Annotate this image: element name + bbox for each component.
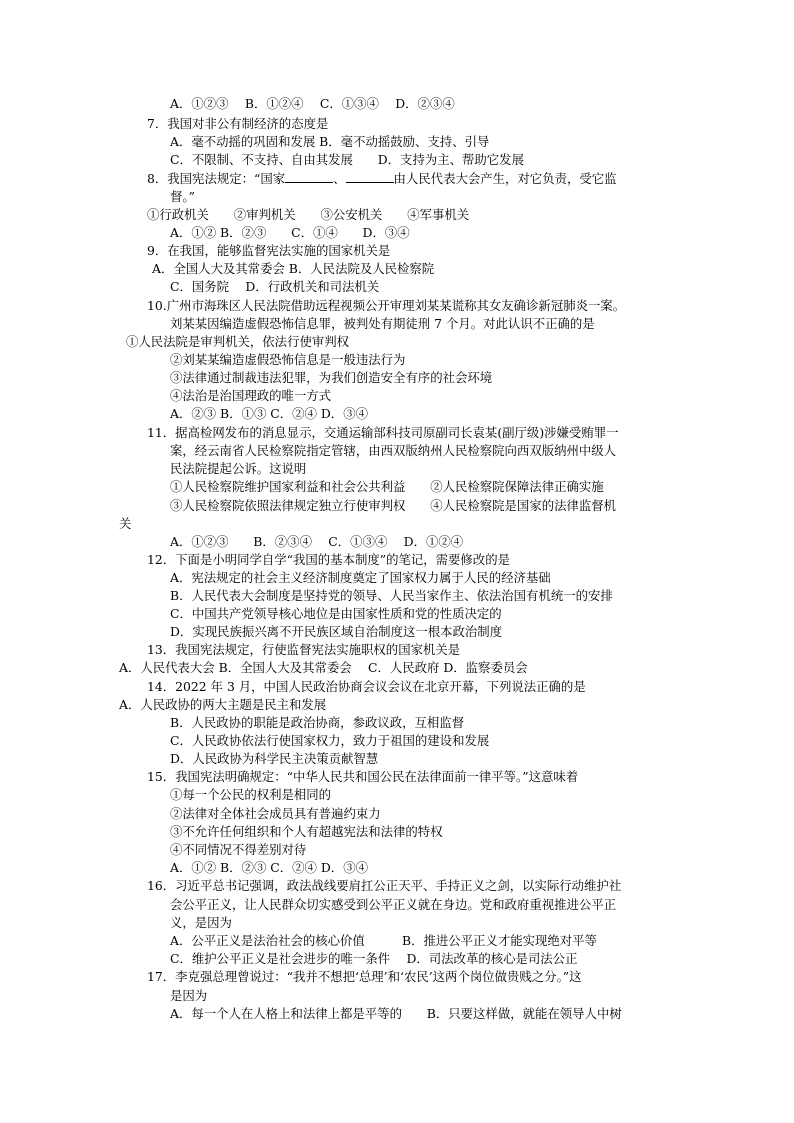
q7-stem: 7．我国对非公有制经济的态度是 xyxy=(147,116,329,131)
q11-stem-line3: 民法院提起公诉。这说明 xyxy=(170,461,307,476)
q17-stem-line2: 是因为 xyxy=(170,988,208,1003)
q15-stem: 15．我国宪法明确规定：“中华人民共和国公民在法律面前一律平等。”这意味着 xyxy=(147,769,579,784)
q8-blank-2 xyxy=(346,170,394,183)
q10-stem-line2: 刘某某因编造虚假恐怖信息罪，被判处有期徒刑 7 个月。对此认识不正确的是 xyxy=(170,316,595,331)
q13-options: A．人民代表大会 B．全国人大及其常委会 C．人民政府 D．监察委员会 xyxy=(119,660,528,675)
q16-stem-line3: 义，是因为 xyxy=(170,915,232,930)
q12-option-a: A．宪法规定的社会主义经济制度奠定了国家权力属于人民的经济基础 xyxy=(170,570,551,585)
q8-items: ①行政机关 ②审判机关 ③公安机关 ④军事机关 xyxy=(147,207,470,222)
q6-options: A．①②③ B．①②④ C．①③④ D．②③④ xyxy=(170,96,455,111)
q16-stem-line1: 16．习近平总书记强调，政法战线要肩扛公正天平、手持正义之剑，以实际行动维护社 xyxy=(147,878,622,893)
q11-stem-line2: 案，经云南省人民检察院指定管辖，由西双版纳州人民检察院向西双版纳州中级人 xyxy=(170,443,617,458)
q10-item4: ④法治是治国理政的唯一方式 xyxy=(170,388,332,403)
q16-stem-line2: 会公平正义，让人民群众切实感受到公平正义就在身边。党和政府重视推进公平正 xyxy=(170,897,617,912)
q9-options-line1: A．全国人大及其常委会 B．人民法院及人民检察院 xyxy=(152,261,435,276)
q14-stem: 14．2022 年 3 月，中国人民政治协商会议会议在北京开幕，下列说法正确的是 xyxy=(147,679,586,694)
q7-options-line1: A．毫不动摇的巩固和发展 B．毫不动摇鼓励、支持、引导 xyxy=(170,134,490,149)
q8-stem-part2: 、 xyxy=(333,171,346,186)
q13-stem: 13．我国宪法规定，行使监督宪法实施职权的国家机关是 xyxy=(147,642,461,657)
q8-blank-1 xyxy=(285,170,333,183)
q9-stem: 9．在我国，能够监督宪法实施的国家机关是 xyxy=(147,243,391,258)
q12-option-d: D．实现民族振兴离不开民族区域自治制度这一根本政治制度 xyxy=(170,624,503,639)
q8-stem xyxy=(147,170,617,188)
q8-stem-part3: 由人民代表大会产生，对它负责，受它监 xyxy=(393,171,617,186)
q15-item3: ③不允许任何组织和个人有超越宪法和法律的特权 xyxy=(170,824,443,839)
q8-options: A．①② B．②③ C．①④ D．③④ xyxy=(170,225,410,240)
q14-option-c: C．人民政协依法行使国家权力，致力于祖国的建设和发展 xyxy=(170,733,490,748)
q15-item1: ①每一个公民的权利是相同的 xyxy=(170,787,332,802)
q12-option-b: B．人民代表大会制度是坚持党的领导、人民当家作主、依法治国有机统一的安排 xyxy=(170,588,613,603)
q10-item3: ③法律通过制裁违法犯罪，为我们创造安全有序的社会环境 xyxy=(170,370,493,385)
q10-options: A．②③ B．①③ C．②④ D．③④ xyxy=(170,406,368,421)
q15-item4: ④不同情况不得差别对待 xyxy=(170,842,307,857)
q15-options: A．①② B．②③ C．②④ D．③④ xyxy=(170,860,368,875)
q16-options-line1: A．公平正义是法治社会的核心价值 B．推进公平正义才能实现绝对平等 xyxy=(170,933,597,948)
q17-stem-line1: 17．李克强总理曾说过：“我并不想把‘总理’和‘农民’这两个岗位做贵贱之分。”这 xyxy=(147,969,582,984)
q14-option-b: B．人民政协的职能是政治协商，参政议政，互相监督 xyxy=(170,715,465,730)
q11-items-line1: ①人民检察院维护国家利益和社会公共利益 ②人民检察院保障法律正确实施 xyxy=(170,479,604,494)
q8-stem-part1: 8．我国宪法规定：“国家 xyxy=(147,171,286,186)
q11-options: A．①②③ B．②③④ C．①③④ D．①②④ xyxy=(170,534,464,549)
q10-stem-line1: 10.广州市海珠区人民法院借助远程视频公开审理刘某某谎称其女友确诊新冠肺炎一案。 xyxy=(147,298,626,313)
q7-options-line2: C．不限制、不支持、自由其发展 D．支持为主、帮助它发展 xyxy=(170,152,524,167)
q14-option-a: A．人民政协的两大主题是民主和发展 xyxy=(119,697,327,712)
q11-stem-line1: 11．据高检网发布的消息显示，交通运输部科技司原副司长袁某(副厅级)涉嫌受贿罪一 xyxy=(147,425,619,440)
q10-item1: ①人民法院是审判机关，依法行使审判权 xyxy=(126,334,350,349)
q8-stem-line2: 督。” xyxy=(170,189,195,204)
q10-item2: ②刘某某编造虚假恐怖信息是一般违法行为 xyxy=(170,352,406,367)
q14-option-d: D．人民政协为科学民主决策贡献智慧 xyxy=(170,751,379,766)
q9-options-line2: C．国务院 D．行政机关和司法机关 xyxy=(170,279,380,294)
q15-item2: ②法律对全体社会成员具有普遍约束力 xyxy=(170,806,381,821)
q12-stem: 12．下面是小明同学自学“我国的基本制度”的笔记，需要修改的是 xyxy=(147,552,510,567)
q12-option-c: C．中国共产党领导核心地位是由国家性质和党的性质决定的 xyxy=(170,606,502,621)
q17-options-line1: A．每一个人在人格上和法律上都是平等的 B．只要这样做，就能在领导人中树 xyxy=(170,1006,622,1021)
q11-items-line2-wrap: 关 xyxy=(119,516,132,531)
q11-items-line2: ③人民检察院依照法律规定独立行使审判权 ④人民检察院是国家的法律监督机 xyxy=(170,498,617,513)
q16-options-line2: C．维护公平正义是社会进步的唯一条件 D．司法改革的核心是司法公正 xyxy=(170,951,578,966)
